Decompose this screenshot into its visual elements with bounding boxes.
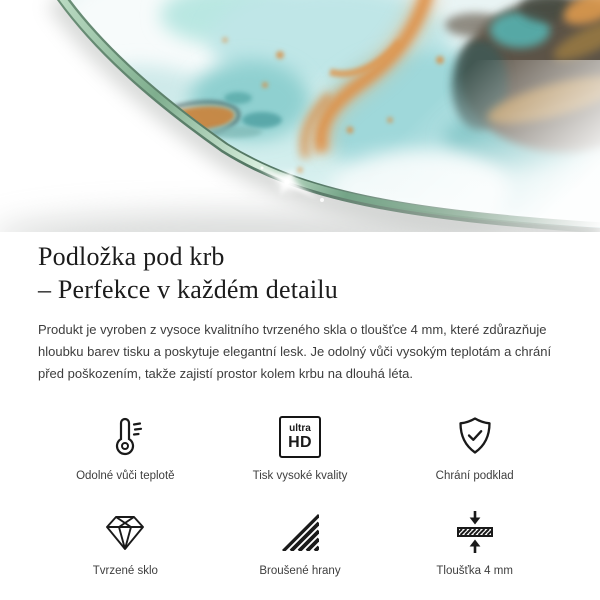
ultra-hd-icon-text-bottom: HD bbox=[288, 433, 312, 451]
page-title-line2: – Perfekce v každém detailu bbox=[38, 275, 338, 304]
features-grid bbox=[38, 413, 562, 577]
thickness-icon bbox=[451, 508, 499, 556]
page-title bbox=[38, 240, 562, 306]
product-description: Produkt je vyroben z vysoce kvalitního tvrzeného skla o tloušťce 4 mm, které zdůrazňuje hloubku barev tisku a poskytuje elegantní lesk. Je odolný vůči vysokým teplotám a chrání před poškozením, takže zajistí prostor kolem krbu na dlouhá léta. bbox=[38, 322, 552, 381]
page-title-line1: Podložka pod krb bbox=[38, 242, 225, 271]
feature-label: Broušené hrany bbox=[259, 565, 341, 577]
feature-label: Odolné vůči teplotě bbox=[76, 470, 175, 482]
thermometer-icon bbox=[101, 413, 149, 461]
product-hero bbox=[0, 0, 600, 232]
feature-label: Tisk vysoké kvality bbox=[252, 470, 348, 482]
feature-protects-surface bbox=[387, 413, 562, 482]
diamond-icon bbox=[101, 508, 149, 556]
feature-label: Tvrzené sklo bbox=[92, 565, 158, 577]
feature-tempered-glass bbox=[38, 508, 213, 577]
feature-print-quality bbox=[213, 413, 388, 482]
feature-beveled-edges bbox=[213, 508, 388, 577]
feature-label: Tloušťka 4 mm bbox=[436, 565, 513, 577]
feature-label: Chrání podklad bbox=[435, 470, 514, 482]
feature-thickness bbox=[387, 508, 562, 577]
product-image bbox=[0, 0, 600, 232]
ultra-hd-icon-text-top: ultra bbox=[289, 422, 311, 434]
feature-heat-resistant bbox=[38, 413, 213, 482]
shield-check-icon bbox=[451, 413, 499, 461]
beveled-edges-icon bbox=[276, 508, 324, 556]
ultra-hd-icon bbox=[279, 413, 321, 461]
